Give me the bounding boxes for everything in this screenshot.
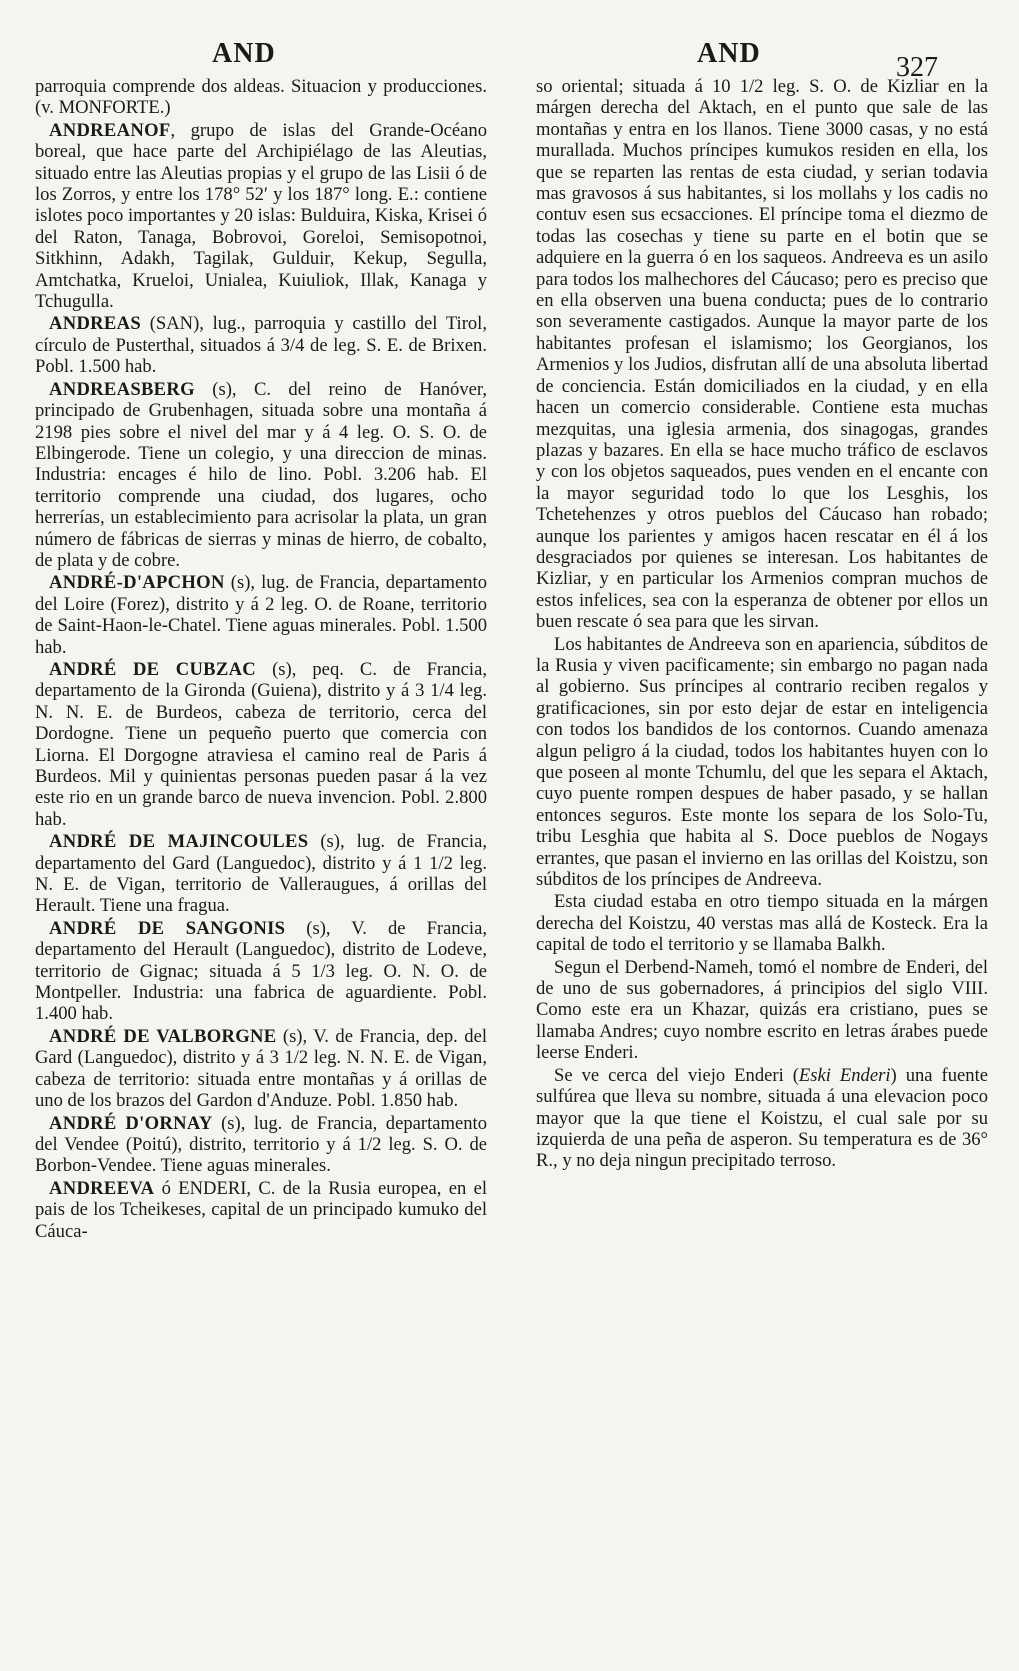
entry-headword: ANDRÉ D'ORNAY	[49, 1112, 213, 1134]
dictionary-entry	[35, 1178, 487, 1242]
dictionary-entry	[35, 831, 487, 917]
entry-text: (s), lug. de Francia, departamento del Vendee (Poitú), distrito, territorio y á 1/2 leg. S. O. de Borbon-Vendee. Tiene aguas minerales.	[35, 1112, 487, 1177]
running-head-left: AND	[212, 38, 276, 69]
continued-text: so oriental; situada á 10 1/2 leg. S. O. de Kizliar en la márgen derecha del Aktach, en el punto que sale de las montañas y entra en los llanos. Tiene 3000 casas, y no está murallada. Muchos príncipes kumukos residen en ella, los que se reparten las rentas de esta ciudad, y serian todavia mas gravosos á sus habitantes, si los mollahs y los cadis no contuv esen sus ecsacciones. El príncipe toma el diezmo de todas las cosechas y tiene su parte en el botin que se adquiere en la guerra ó en los saqueos. Andreeva es un asilo para todos los malhechores del Cáucaso; pero es preciso que en ella observen una buena conducta; pues de lo contrario son severamente castigados. Aunque la mayor parte de los habitantes profesan el islamismo; los Georgianos, los Armenios y los Judios, disfrutan allí de una absoluta libertad de conciencia. Están domiciliados en la ciudad, y en ella hacen un comercio considerable. Contiene esta muchas mezquitas, una iglesia armenia, dos sinagogas, grandes plazas y bazares. En ella se hace mucho tráfico de esclavos y con los objetos saqueados, pues venden en el encante con la mayor seguridad todo lo que los Lesghis, los Tchetehenzes y otros pueblos del Cáucaso han robado; aunque los parientes y amigos hacen rescatar en él á los desgraciados por quienes se interesan. Los habitantes de Kizliar, y en particular los Armenios compran muchos de estos infelices, sea con la esperanza de obtener por ellos un buen rescate ó sea para que les sirvan.	[536, 76, 988, 633]
italic-term: Eski Enderi	[798, 1064, 891, 1086]
entry-headword: ANDREEVA	[49, 1177, 155, 1199]
entry-text: (s), V. de Francia, dep. del Gard (Languedoc), distrito y á 3 1/2 leg. N. N. E. de Vigan, cabeza de territorio: situada entre montañas y á orillas de uno de los brazos del Gardon d'Anduze. Pobl. 1.850 hab.	[35, 1025, 488, 1112]
dictionary-entry	[35, 1026, 487, 1112]
paragraph	[536, 1065, 988, 1172]
entry-text: (s), V. de Francia, departamento del Herault (Languedoc), distrito de Lodeve, territorio de Gignac; situada á 5 1/3 leg. O. N. O. de Montpeller. Industria: una fabrica de aguardiente. Pobl. 1.400 hab.	[35, 917, 487, 1025]
dictionary-entry	[35, 659, 487, 830]
paragraph: Segun el Derbend-Nameh, tomó el nombre de Enderi, del de uno de sus gobernadores, á principios del siglo VIII. Como este era un Khazar, quizás era cristiano, pues se llamaba Andres; cuyo nombre escrito en letras árabes puede leerse Enderi.	[536, 956, 988, 1064]
running-head-right: AND	[697, 38, 761, 69]
dictionary-entry	[35, 120, 487, 313]
entry-headword: ANDREASBERG	[49, 378, 195, 400]
entry-text: , grupo de islas del Grande-Océano boreal, que hace parte del Archipiélago de las Aleutias, situado entre las Aleutias propias y el grupo de las Lisii ó de los Zorros, y entre los 178° 52′ y los 187° long. E.: contiene islotes poco importantes y 20 islas: Bulduira, Kiska, Krisei ó del Raton, Tanaga, Bobrovoi, Goreloi, Semisopotnoi, Sitkhinn, Adakh, Tagilak, Gulduir, Kekup, Segulla, Amtchatka, Krueloi, Unialea, Kuiuliok, Illak, Kanaga y Tchugulla.	[35, 119, 487, 313]
entry-headword: ANDRÉ DE MAJINCOULES	[49, 831, 309, 853]
entry-text: ó ENDERI, C. de la Rusia europea, en el pais de los Tcheikeses, capital de un principado kumuko del Cáuca-	[35, 1177, 487, 1242]
right-column	[536, 76, 988, 1172]
entry-headword: ANDRÉ DE SANGONIS	[49, 917, 286, 939]
entry-text: (SAN), lug., parroquia y castillo del Tirol, círculo de Pusterthal, situados á 3/4 de leg. S. E. de Brixen. Pobl. 1.500 hab.	[35, 313, 487, 378]
dictionary-entry	[35, 918, 487, 1025]
entry-headword: ANDRÉ DE CUBZAC	[49, 658, 257, 680]
dictionary-entry	[35, 313, 487, 377]
dictionary-entry	[35, 379, 487, 572]
paragraph-text: ) una fuente sulfúrea que lleva su nombre, situada á una elevacion poco mayor que la que tiene el Koistzu, el cual sale por su izquierda de una peña de asperon. Su temperatura es de 36° R., y no deja ningun precipitado terroso.	[536, 1064, 988, 1172]
dictionary-entry	[35, 1113, 487, 1177]
entry-text: (s), lug. de Francia, departamento del Gard (Languedoc), distrito y á 1 1/2 leg. N. E. de Vigan, territorio de Valleraugues, á orillas del Herault. Tiene una fragua.	[35, 831, 487, 917]
paragraph: Los habitantes de Andreeva son en apariencia, súbditos de la Rusia y viven pacificamente; sin embargo no pagan nada al gobierno. Sus príncipes al contrario reciben regalos y gratificaciones, sin por esto dejar de estar en inteligencia con todos los bandidos de los contornos. Cuando amenaza algun peligro á la ciudad, todos los habitantes huyen con lo que poseen al monte Tchumlu, del que les separa el Aktach, cuyo puente rompen despues de haber pasado, y se hallan entonces seguros. Este monte los separa de los Solo-Tu, tribu Lesghia que habita al S. Doce pueblos de Nogays errantes, que pasan el invierno en las orillas del Koistzu, son súbditos de los príncipes de Andreeva.	[536, 633, 988, 891]
paragraph-text: Se ve cerca del viejo Enderi (	[554, 1064, 799, 1086]
entry-headword: ANDRÉ DE VALBORGNE	[49, 1025, 277, 1047]
entry-headword: ANDREAS	[49, 313, 141, 335]
paragraph: Esta ciudad estaba en otro tiempo situada en la márgen derecha del Koistzu, 40 verstas mas allá de Kosteck. Era la capital de todo el territorio y se llamaba Balkh.	[536, 891, 988, 956]
entry-text: (s), C. del reino de Hanóver, principado de Grubenhagen, situada sobre una montaña á 2198 pies sobre el nivel del mar y á 4 leg. O. S. O. de Elbingerode. Tiene un colegio, y una direccion de minas. Industria: encages é hilo de lino. Pobl. 3.206 hab. El territorio comprende una ciudad, dos lugares, ocho herrerías, un establecimiento para acrisolar la plata, un gran número de fábricas de sierras y minas de hierro, de cobalto, de plata y de cobre.	[35, 378, 487, 571]
entry-text: (s), lug. de Francia, departamento del Loire (Forez), distrito y á 2 leg. O. de Roane, territorio de Saint-Haon-le-Chatel. Tiene aguas minerales. Pobl. 1.500 hab.	[35, 572, 487, 658]
left-column	[35, 76, 487, 1242]
entry-headword: ANDRÉ-D'APCHON	[49, 572, 225, 594]
entry-headword: ANDREANOF	[49, 119, 171, 141]
page-number: 327	[896, 52, 938, 83]
dictionary-entry	[35, 572, 487, 658]
continued-text: parroquia comprende dos aldeas. Situacion y producciones. (v. MONFORTE.)	[35, 76, 487, 119]
entry-text: (s), peq. C. de Francia, departamento de la Gironda (Guiena), distrito y á 3 1/4 leg. N. N. E. de Burdeos, cabeza de territorio, cerca del Dordogne. Tiene un pequeño puerto que comercia con Liorna. El Dorgogne atraviesa el camino real de Paris á Burdeos. Mil y quinientas personas pueden pasar á la vez este rio en un grande barco de nueva invencion. Pobl. 2.800 hab.	[35, 658, 487, 830]
